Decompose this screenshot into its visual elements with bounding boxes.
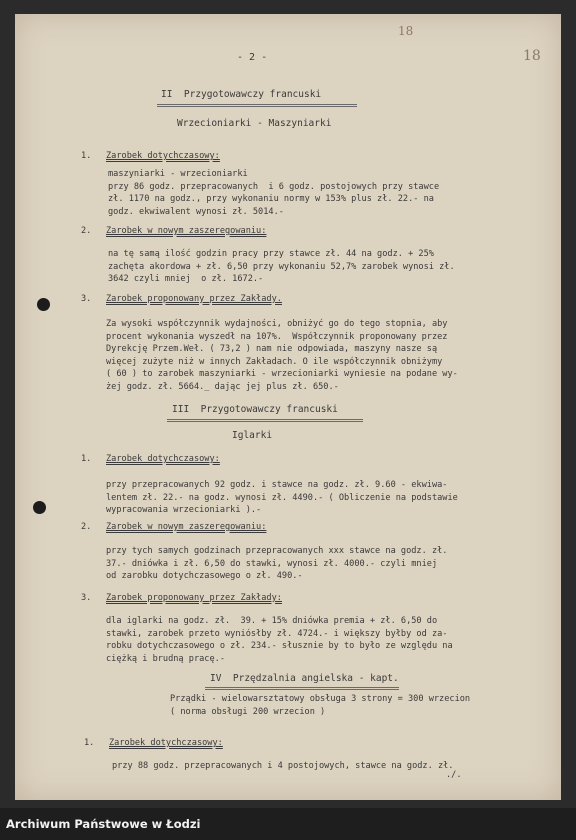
item-text: dla iglarki na godz. zł. 39. + 15% dniówka premia + zł. 6,50 do stawki, zarobek przeto wyniósłby zł. 4724.- i większy byłby od za- robku dotychczasowego o zł. 234.- słusznie by to było ze względu na ciężką i brudną pracę.- bbox=[106, 616, 453, 664]
item-title: Zarobek dotychczasowy: bbox=[106, 454, 220, 464]
item-title: Zarobek w nowym zaszeregowaniu: bbox=[106, 226, 267, 236]
archive-footer-bar bbox=[0, 808, 576, 840]
item-title: Zarobek proponowany przez Zakłady. bbox=[106, 294, 282, 304]
item-title: Zarobek w nowym zaszeregowaniu: bbox=[106, 522, 267, 532]
section-intro-text: Prządki - wielowarsztatowy obsługa 3 strony = 300 wrzecion ( norma obsługi 200 wrzecion ) bbox=[170, 694, 471, 717]
section-heading: III Przygotowawczy francuski bbox=[172, 404, 338, 415]
section-heading: IV Przędzalnia angielska - kapt. bbox=[210, 673, 399, 684]
item-text: przy tych samych godzinach przepracowanych xxx stawce na godz. zł. 37.- dniówka i zł. 6,50 do stawki, wynosi zł. 4000.- czyli mniej od zarobku dotychczasowego o zł. 490.- bbox=[106, 546, 448, 581]
punch-hole bbox=[37, 298, 50, 311]
item-number: 3. bbox=[81, 593, 92, 603]
punch-hole bbox=[33, 501, 46, 514]
item-title: Zarobek dotychczasowy: bbox=[109, 738, 223, 748]
item-title: Zarobek proponowany przez Zakłady: bbox=[106, 593, 282, 603]
page-number: - 2 - bbox=[237, 52, 268, 63]
section-subheading: Iglarki bbox=[232, 430, 273, 441]
item-number: 1. bbox=[84, 738, 95, 748]
item-text: Za wysoki współczynnik wydajności, obniżyć go do tego stopnia, aby procent wykonania wyszedł na 107%. Współczynnik proponowany przez Dyrekcję Przem.Weł. ( 73,2 ) nam nie odpowiada, maszyny nasze są więcej zużyte niż w innych Zakładach. O ile współczynnik obniżymy ( 60 ) to zarobek maszyniarki - wrzecioniarki wyniesie na podane wy- żej godz. zł. 5664._ dając jej plus zł. 650.- bbox=[106, 319, 458, 392]
item-number: 3. bbox=[81, 294, 92, 304]
handwritten-folio-number: 18 bbox=[523, 48, 541, 64]
section-subheading: Wrzecioniarki - Maszyniarki bbox=[177, 118, 332, 129]
item-title: Zarobek dotychczasowy: bbox=[106, 151, 220, 161]
item-text: na tę samą ilość godzin pracy przy stawce zł. 44 na godz. + 25% zachęta akordowa + zł. 6,50 przy wykonaniu 52,7% zarobek wynosi zł. 3642 czyli mniej o zł. 1672.- bbox=[108, 249, 455, 284]
item-text: maszyniarki - wrzecioniarki przy 86 godz. przepracowanych i 6 godz. postojowych przy stawce zł. 1170 na godz., przy wykonaniu normy w 153% plus zł. 22.- na godz. ekwiwalent wynosi zł. 5014.- bbox=[108, 169, 440, 217]
heading-underline bbox=[157, 104, 357, 107]
item-number: 2. bbox=[81, 226, 92, 236]
handwritten-page-mark: 18 bbox=[398, 24, 414, 38]
item-number: 2. bbox=[81, 522, 92, 532]
item-text: przy przepracowanych 92 godz. i stawce na godz. zł. 9.60 - ekwiwa- lentem zł. 22.- na godz. wynosi zł. 4490.- ( Obliczenie na podstawie wypracowania wrzecioniarki ).- bbox=[106, 480, 458, 515]
item-text: przy 88 godz. przepracowanych i 4 postojowych, stawce na godz. zł. bbox=[112, 761, 454, 771]
section-heading: II Przygotowawczy francuski bbox=[161, 89, 322, 100]
item-number: 1. bbox=[81, 454, 92, 464]
archive-footer-label: Archiwum Państwowe w Łodzi bbox=[6, 817, 201, 831]
continuation-mark: ./. bbox=[446, 770, 462, 780]
item-number: 1. bbox=[81, 151, 92, 161]
heading-underline bbox=[167, 419, 363, 422]
heading-underline bbox=[205, 687, 399, 690]
